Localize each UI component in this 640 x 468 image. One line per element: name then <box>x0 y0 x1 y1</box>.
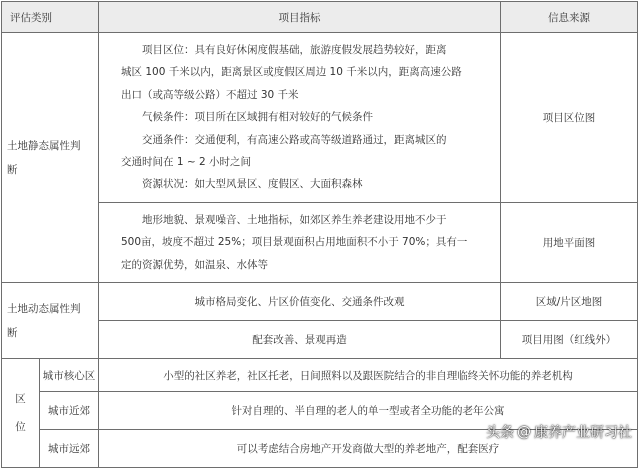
block1-line: 项目区位：具有良好休闲度假基础，旅游度假发展趋势较好，距离 <box>142 44 447 56</box>
header-category: 评估类别 <box>2 2 99 33</box>
header-source: 信息来源 <box>501 2 638 33</box>
static-row-1 <box>2 33 638 203</box>
static-block1-cell <box>99 33 501 203</box>
location-text: 小型的社区养老，社区托老，日间照料以及跟医院结合的非自理临终关怀功能的养老机构 <box>99 359 638 392</box>
location-text: 针对自理的、半自理的老人的单一型或者全功能的老年公寓 <box>99 392 638 430</box>
location-text: 可以考虑结合房地产开发商做大型的养老地产，配套医疗 <box>99 430 638 468</box>
location-name: 城市远郊 <box>40 430 99 468</box>
static-block1-source: 项目区位图 <box>501 33 638 203</box>
static-block2-cell <box>99 202 501 282</box>
dynamic-category-line2: 断 <box>7 326 18 339</box>
dynamic-row1-text: 城市格局变化、片区价值变化、交通条件改观 <box>99 283 501 321</box>
static-category-line1: 土地静态属性判 <box>7 139 81 152</box>
location-row-1 <box>2 359 638 392</box>
dynamic-row-1 <box>2 283 638 321</box>
header-row <box>2 2 638 33</box>
dynamic-category-cell <box>2 283 99 359</box>
block2-line: 定的资源优势，如温泉、水体等 <box>121 258 268 271</box>
location-label-char: 位 <box>15 421 26 434</box>
location-label-char: 区 <box>15 393 26 406</box>
block1-line: 出口（或高等级公路）不超过 30 千米 <box>121 88 299 101</box>
block2-line: 500亩，坡度不超过 25%；项目景观面积占用地面积不小于 70%；具有一 <box>121 236 468 249</box>
block1-line: 交通时间在 1 ~ 2 小时之间 <box>121 156 252 169</box>
dynamic-category-line1: 土地动态属性判 <box>7 302 81 315</box>
block1-line: 资源状况：如大型风景区、度假区、大面积森林 <box>142 178 363 191</box>
watermark-at: @ <box>517 424 531 440</box>
static-block2-source: 用地平面图 <box>501 202 638 282</box>
assessment-table <box>1 1 638 468</box>
location-label-cell <box>2 359 40 468</box>
static-category-cell <box>2 33 99 283</box>
header-indicator: 项目指标 <box>99 2 501 33</box>
block2-line: 地形地貌、景观噪音、土地指标，如郊区养生养老建设用地不少于 <box>142 213 447 226</box>
static-category-line2: 断 <box>7 163 18 176</box>
block1-line: 气候条件：项目所在区域拥有相对较好的气候条件 <box>142 111 373 124</box>
location-name: 城市核心区 <box>40 359 99 392</box>
block1-line: 城区 100 千米以内，距离景区或度假区周边 10 千米以内，距离高速公路 <box>121 66 462 79</box>
watermark <box>486 422 632 442</box>
dynamic-row2-source: 项目用图（红线外） <box>501 321 638 359</box>
dynamic-row1-source: 区域/片区地图 <box>501 283 638 321</box>
watermark-account: 康养产业研习社 <box>534 425 632 441</box>
location-name: 城市近郊 <box>40 392 99 430</box>
watermark-prefix: 头条 <box>486 425 514 441</box>
block1-line: 交通条件：交通便利，有高速公路或高等级道路通过，距离城区的 <box>142 133 447 146</box>
dynamic-row2-text: 配套改善、景观再造 <box>99 321 501 359</box>
